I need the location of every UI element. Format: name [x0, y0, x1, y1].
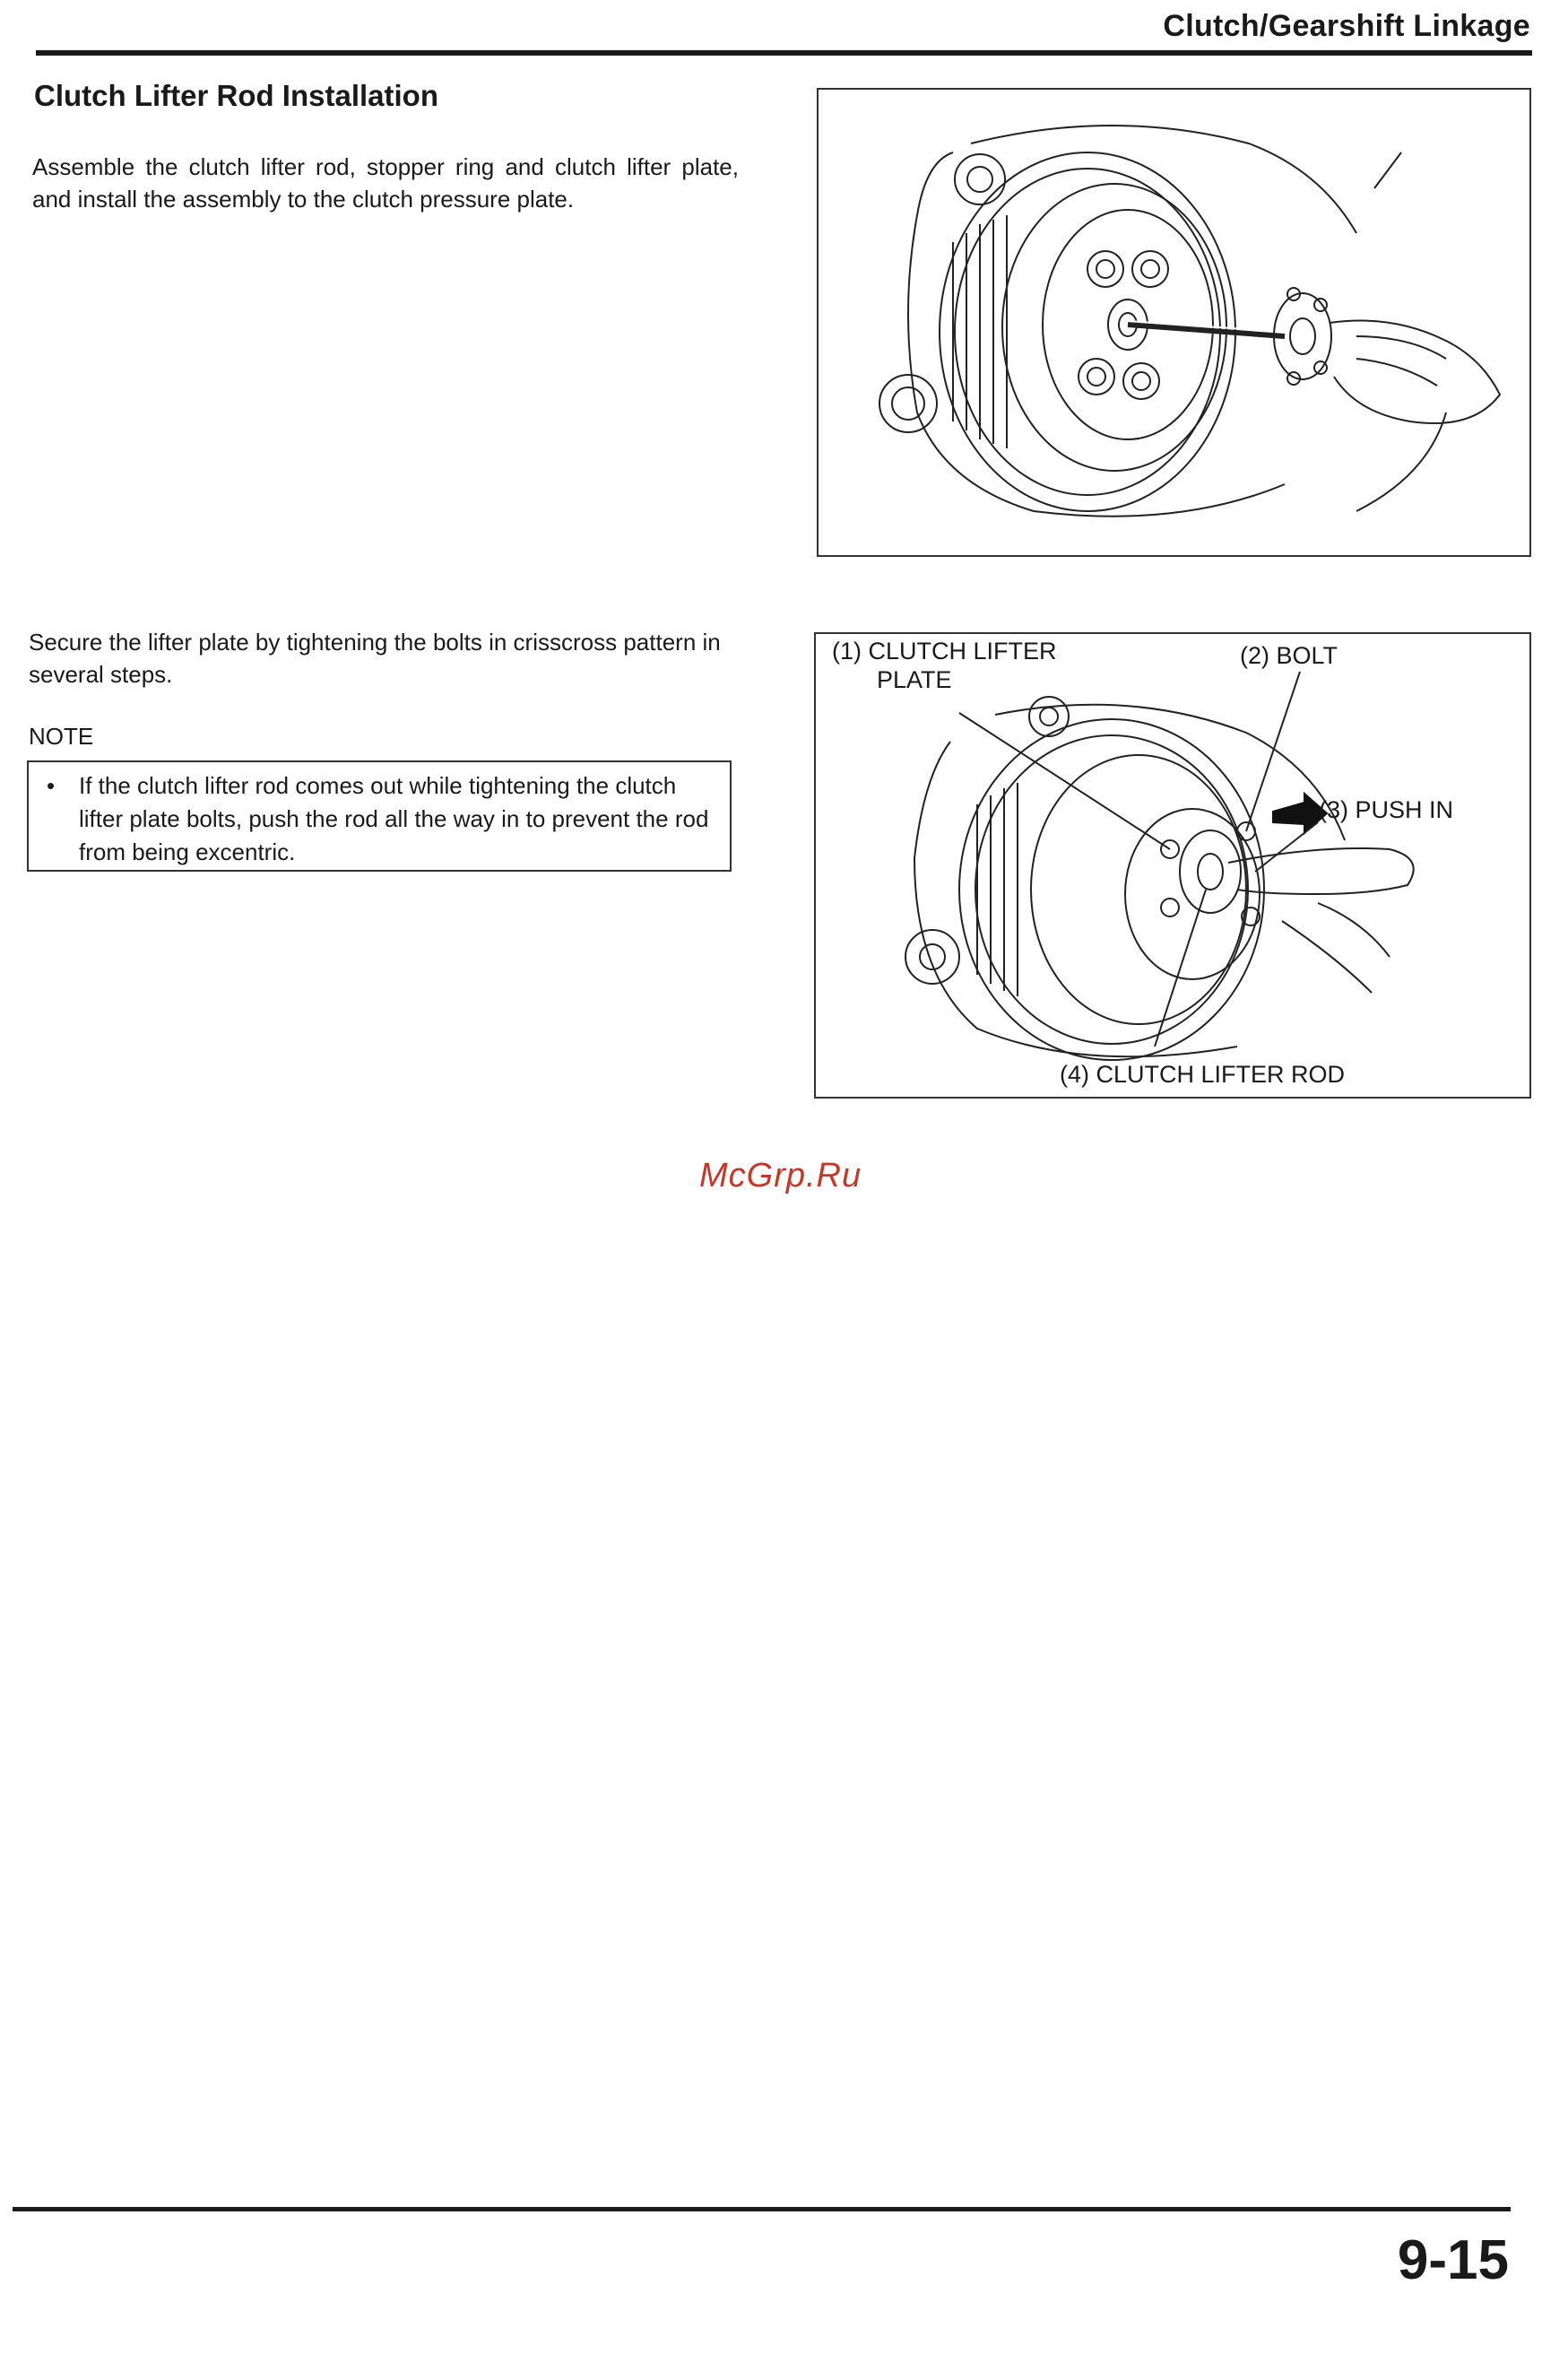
- top-rule: [36, 50, 1532, 56]
- instruction-paragraph-1: Assemble the clutch lifter rod, stopper ring and clutch lifter plate, and install the assembly to the clutch pressure plate.: [32, 153, 739, 213]
- clutch-assembly-illustration: [819, 90, 1533, 559]
- note-box: [27, 760, 732, 872]
- watermark: McGrp.Ru: [699, 1157, 862, 1194]
- figure-lifter-rod-assembly: [817, 88, 1531, 557]
- instruction-paragraph-2: Secure the lifter plate by tightening the bolts in crisscross pattern in several steps.: [29, 629, 721, 688]
- lifter-plate-illustration: [816, 634, 1533, 1100]
- callout-bolt: (2) BOLT: [1240, 642, 1338, 669]
- figure-lifter-plate-tightening: [814, 632, 1531, 1099]
- note-bullet: •: [47, 772, 56, 799]
- note-label: NOTE: [29, 723, 94, 750]
- section-heading: Clutch Lifter Rod Installation: [34, 79, 438, 112]
- callout-clutch-lifter-plate-line2: PLATE: [877, 666, 952, 693]
- note-text: If the clutch lifter rod comes out while tightening the clutch lifter plate bolts, push the rod all the way in to prevent the rod from being excentric.: [79, 772, 709, 865]
- callout-clutch-lifter-rod: (4) CLUTCH LIFTER ROD: [1060, 1061, 1346, 1088]
- section-header: Clutch/Gearshift Linkage: [1163, 9, 1530, 43]
- bottom-rule: [13, 2207, 1511, 2211]
- callout-clutch-lifter-plate-line1: (1) CLUTCH LIFTER: [832, 638, 1057, 665]
- page-number: 9-15: [1397, 2229, 1509, 2291]
- callout-push-in: (3) PUSH IN: [1319, 796, 1454, 823]
